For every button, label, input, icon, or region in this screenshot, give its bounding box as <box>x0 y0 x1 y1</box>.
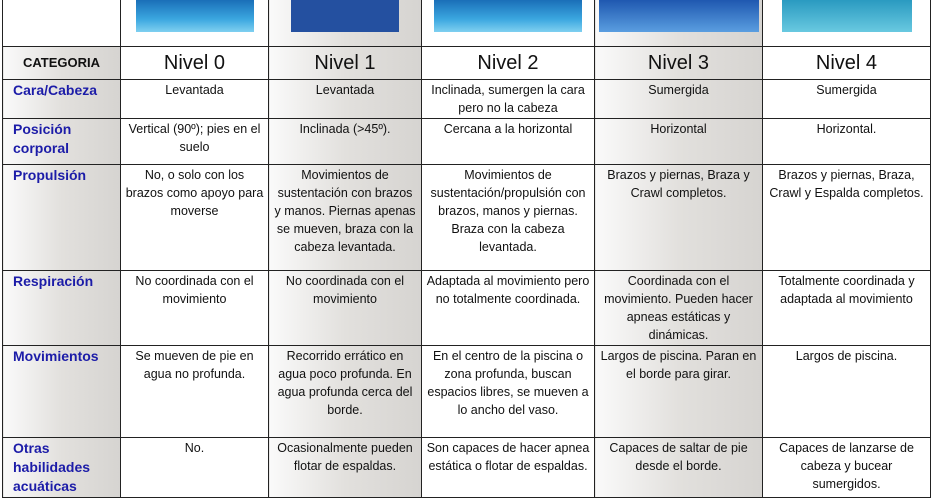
table-cell: Movimientos de sustentación/propulsión con brazos, manos y piernas. Braza con la cabeza levantada. <box>422 165 595 271</box>
level-header: Nivel 2 <box>422 47 595 80</box>
table-cell: Capaces de lanzarse de cabeza y bucear sumergidos. <box>763 438 931 498</box>
table-cell: Adaptada al movimiento pero no totalmente coordinada. <box>422 271 595 346</box>
level-4-photo <box>763 0 931 47</box>
row-label: Respiración <box>3 271 121 346</box>
table-cell: Levantada <box>121 80 269 119</box>
level-2-photo <box>422 0 595 47</box>
table-cell: Horizontal. <box>763 119 931 165</box>
level-3-photo <box>595 0 763 47</box>
table-cell: Movimientos de sustentación con brazos y manos. Piernas apenas se mueven, braza con la cabeza levantada. <box>269 165 422 271</box>
table-cell: Sumergida <box>763 80 931 119</box>
table-cell: Brazos y piernas, Braza, Crawl y Espalda completos. <box>763 165 931 271</box>
table-cell: Largos de piscina. <box>763 346 931 438</box>
table-cell: Largos de piscina. Paran en el borde para girar. <box>595 346 763 438</box>
table-row <box>3 165 931 271</box>
row-label: Movimientos <box>3 346 121 438</box>
table-row <box>3 80 931 119</box>
table-row <box>3 346 931 438</box>
row-label: Propulsión <box>3 165 121 271</box>
table-cell: Inclinada, sumergen la cara pero no la cabeza <box>422 80 595 119</box>
table-cell: Capaces de saltar de pie desde el borde. <box>595 438 763 498</box>
table-cell: Se mueven de pie en agua no profunda. <box>121 346 269 438</box>
swimming-levels-table <box>2 0 931 498</box>
row-label: Otras habilidades acuáticas <box>3 438 121 498</box>
table-cell: Sumergida <box>595 80 763 119</box>
level-header: Nivel 0 <box>121 47 269 80</box>
table-cell: No coordinada con el movimiento <box>269 271 422 346</box>
table-cell: En el centro de la piscina o zona profunda, buscan espacios libres, se mueven a lo ancho del vaso. <box>422 346 595 438</box>
level-header: Nivel 4 <box>763 47 931 80</box>
row-label: Posición corporal <box>3 119 121 165</box>
row-label: Cara/Cabeza <box>3 80 121 119</box>
table-cell: No, o solo con los brazos como apoyo para moverse <box>121 165 269 271</box>
category-header: CATEGORIA <box>3 47 121 80</box>
table-cell: Brazos y piernas, Braza y Crawl completos. <box>595 165 763 271</box>
empty-corner <box>3 0 121 47</box>
table-cell: Totalmente coordinada y adaptada al movimiento <box>763 271 931 346</box>
table-cell: Horizontal <box>595 119 763 165</box>
level-header: Nivel 1 <box>269 47 422 80</box>
table-cell: Cercana a la horizontal <box>422 119 595 165</box>
table-row <box>3 119 931 165</box>
level-0-photo <box>121 0 269 47</box>
table-cell: Son capaces de hacer apnea estática o flotar de espaldas. <box>422 438 595 498</box>
table-row <box>3 438 931 498</box>
table-cell: No. <box>121 438 269 498</box>
table-cell: Coordinada con el movimiento. Pueden hacer apneas estáticas y dinámicas. <box>595 271 763 346</box>
level-header: Nivel 3 <box>595 47 763 80</box>
table-cell: Ocasionalmente pueden flotar de espaldas. <box>269 438 422 498</box>
table-cell: Levantada <box>269 80 422 119</box>
level-1-photo <box>269 0 422 47</box>
table-cell: Recorrido errático en agua poco profunda. En agua profunda cerca del borde. <box>269 346 422 438</box>
table-cell: Inclinada (>45º). <box>269 119 422 165</box>
table-row <box>3 271 931 346</box>
table-cell: Vertical (90º); pies en el suelo <box>121 119 269 165</box>
table-cell: No coordinada con el movimiento <box>121 271 269 346</box>
